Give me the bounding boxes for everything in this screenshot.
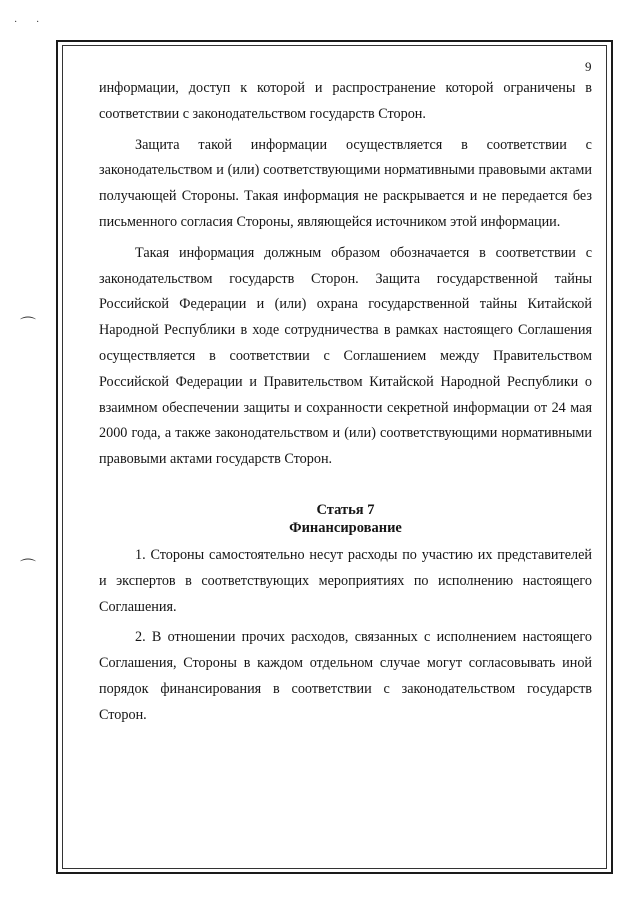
article-paragraph-1: 1. Стороны самостоятельно несут расходы по участию их представителей и экспертов в соответствующих мероприятиях по исполнению настоящего Соглашения. (99, 546, 592, 615)
article-paragraph-2: 2. В отношении прочих расходов, связанных с исполнением настоящего Соглашения, Стороны в каждом отдельном случае могут согласовывать иной порядок финансирования в соответствии с законодательством государств Сторон. (99, 629, 592, 723)
binding-hole-mark: ⌒ (20, 559, 37, 576)
scan-artifact-dot: · (36, 17, 40, 28)
article-heading (99, 501, 592, 537)
scan-artifact-dot: · (14, 17, 18, 28)
paragraph-continuation: информации, доступ к которой и распространение которой ограничены в соответствии с законодательством государств Сторон. (99, 80, 592, 122)
paragraph-protection: Защита такой информации осуществляется в соответствии с законодательством и (или) соответствующими нормативными правовыми актами получающей Стороны. Такая информация не раскрывается и не передается без письменного согласия Стороны, являющейся источником этой информации. (99, 136, 592, 230)
document-body (99, 76, 592, 729)
article-number: Статья 7 (316, 501, 375, 518)
page-number: 9 (585, 59, 592, 74)
paragraph-state-secret: Такая информация должным образом обозначается в соответствии с законодательством государств Сторон. Защита государственной тайны Российской Федерации и (или) охрана государственной тайны Китайской Народной Республики в ходе сотрудничества в рамках настоящего Соглашения осуществляется в соответствии с Соглашением между Правительством Российской Федерации и Правительством Китайской Народной Республики о взаимном обеспечении защиты и сохранности секретной информации от 24 мая 2000 года, а также законодательством и (или) соответствующими нормативными правовыми актами государств Сторон. (99, 244, 592, 468)
binding-hole-mark: ⌒ (20, 317, 37, 334)
article-title: Финансирование (289, 519, 402, 536)
